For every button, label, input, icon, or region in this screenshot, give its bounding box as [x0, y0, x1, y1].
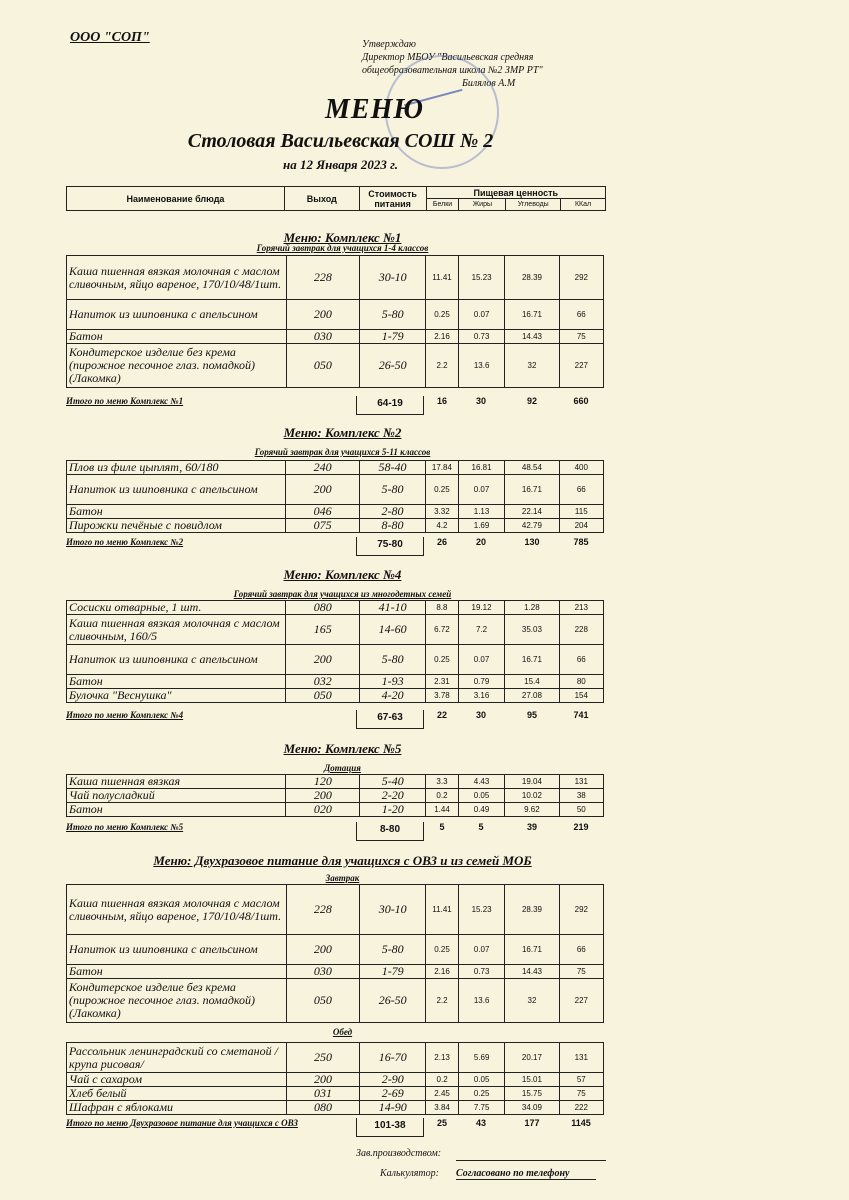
dish-carbs: 16.71: [505, 645, 559, 675]
total-label: Итого по меню Комплекс №5: [66, 822, 184, 832]
section-total: [66, 537, 606, 557]
dish-price: 14-60: [360, 615, 426, 645]
table-row: [67, 1073, 604, 1087]
dish-price: 5-80: [360, 935, 426, 965]
dish-name: Батон: [67, 803, 286, 817]
total-kcal: 660: [573, 396, 589, 406]
total-kcal: 219: [573, 822, 589, 832]
dish-kcal: 131: [559, 775, 603, 789]
dish-output: 020: [286, 803, 360, 817]
total-price: 75-80: [356, 537, 424, 556]
table-row: [67, 935, 604, 965]
dish-protein: 2.16: [426, 330, 459, 344]
total-kcal: 741: [573, 710, 589, 720]
dish-protein: 2.2: [426, 344, 459, 388]
dish-output: 250: [286, 1043, 360, 1073]
dish-protein: 11.41: [426, 885, 459, 935]
dish-fat: 15.23: [458, 885, 504, 935]
dish-kcal: 227: [559, 979, 603, 1023]
total-fat: 30: [475, 396, 486, 406]
dish-protein: 3.3: [426, 775, 459, 789]
dish-price: 4-20: [360, 689, 426, 703]
group-title: Завтрак: [325, 873, 360, 883]
section-title: Меню: Комплекс №5: [283, 741, 402, 756]
approval-line-1: Утверждаю: [362, 39, 416, 50]
dish-fat: 0.79: [458, 675, 504, 689]
menu-date: на 12 Января 2023 г.: [282, 157, 398, 172]
dish-output: 050: [286, 344, 360, 388]
dish-fat: 13.6: [458, 344, 504, 388]
dish-protein: 3.78: [426, 689, 459, 703]
dish-output: 165: [286, 615, 360, 645]
page-title: МЕНЮ: [325, 94, 424, 125]
total-label: Итого по меню Комплекс №1: [66, 396, 184, 406]
dish-price: 5-40: [360, 775, 426, 789]
dish-output: 200: [286, 300, 360, 330]
dish-protein: 2.2: [426, 979, 459, 1023]
dish-price: 5-80: [360, 645, 426, 675]
dish-name: Хлеб белый: [67, 1087, 287, 1101]
header-nutrition: Пищевая ценность: [426, 187, 605, 199]
dish-output: 075: [286, 519, 360, 533]
menu-table: [66, 600, 604, 703]
header-protein: Белки: [426, 199, 459, 211]
dish-protein: 3.32: [425, 505, 458, 519]
dish-price: 2-20: [360, 789, 426, 803]
dish-protein: 8.8: [426, 601, 459, 615]
dish-carbs: 15.01: [505, 1073, 559, 1087]
dish-name: Кондитерское изделие без крема (пирожное песочное глаз. помадкой) (Лакомка): [67, 344, 287, 388]
dish-output: 200: [286, 789, 360, 803]
dish-protein: 2.16: [426, 965, 459, 979]
dish-carbs: 1.28: [505, 601, 559, 615]
dish-carbs: 10.02: [505, 789, 559, 803]
dish-protein: 0.25: [426, 935, 459, 965]
header-output: Выход: [284, 187, 359, 211]
dish-protein: 0.25: [426, 300, 459, 330]
dish-kcal: 75: [559, 965, 603, 979]
dish-protein: 0.25: [425, 475, 458, 505]
table-row: [67, 1101, 604, 1115]
dish-fat: 0.05: [458, 1073, 504, 1087]
dish-carbs: 9.62: [505, 803, 559, 817]
dish-kcal: 227: [559, 344, 603, 388]
group-title: Горячий завтрак для учащихся из многодетных семей: [233, 589, 452, 599]
dish-kcal: 50: [559, 803, 603, 817]
total-fat: 5: [478, 822, 484, 832]
total-carbs: 177: [524, 1118, 540, 1128]
header-fat: Жиры: [459, 199, 506, 211]
section-title: Меню: Комплекс №1: [283, 230, 402, 245]
dish-fat: 1.13: [458, 505, 504, 519]
dish-kcal: 66: [559, 935, 603, 965]
dish-output: 200: [286, 645, 360, 675]
dish-carbs: 32: [505, 344, 559, 388]
dish-output: 120: [286, 775, 360, 789]
dish-fat: 0.25: [458, 1087, 504, 1101]
dish-name: Плов из филе цыплят, 60/180: [67, 461, 286, 475]
menu-table: [66, 1042, 604, 1115]
dish-fat: 0.73: [458, 965, 504, 979]
total-carbs: 130: [524, 537, 540, 547]
total-label: Итого по меню Комплекс №4: [66, 710, 184, 720]
dish-name: Каша пшенная вязкая молочная с маслом сливочным, яйцо вареное, 170/10/48/1шт.: [67, 256, 287, 300]
dish-kcal: 154: [559, 689, 603, 703]
total-protein: 5: [439, 822, 445, 832]
header-price: Стоимость питания: [359, 187, 426, 211]
dish-kcal: 75: [559, 330, 603, 344]
dish-output: 228: [286, 256, 360, 300]
table-row: [67, 505, 604, 519]
dish-fat: 4.43: [458, 775, 504, 789]
table-row: [67, 789, 604, 803]
dish-carbs: 34.09: [505, 1101, 559, 1115]
dish-output: 080: [286, 601, 360, 615]
dish-protein: 17.84: [425, 461, 458, 475]
dish-fat: 0.07: [458, 300, 504, 330]
calculator-value: Согласовано по телефону: [456, 1168, 596, 1180]
dish-fat: 16.81: [458, 461, 504, 475]
production-label: Зав.производством:: [356, 1148, 442, 1159]
dish-output: 030: [286, 330, 360, 344]
dish-protein: 2.31: [426, 675, 459, 689]
total-carbs: 39: [526, 822, 537, 832]
total-kcal: 1145: [571, 1118, 591, 1128]
approval-line-2: Директор МБОУ "Васильевская средняя: [362, 52, 534, 63]
dish-protein: 0.2: [426, 1073, 459, 1087]
dish-kcal: 213: [559, 601, 603, 615]
dish-fat: 0.49: [458, 803, 504, 817]
dish-carbs: 28.39: [505, 885, 559, 935]
dish-price: 30-10: [360, 256, 426, 300]
total-protein: 26: [436, 537, 447, 547]
dish-protein: 11.41: [426, 256, 459, 300]
dish-carbs: 48.54: [505, 461, 559, 475]
total-label: Итого по меню Комплекс №2: [66, 537, 184, 547]
total-protein: 22: [436, 710, 447, 720]
dish-carbs: 16.71: [505, 475, 559, 505]
dish-price: 30-10: [360, 885, 426, 935]
dish-name: Сосиски отварные, 1 шт.: [67, 601, 286, 615]
header-name: Наименование блюда: [67, 187, 285, 211]
dish-fat: 0.05: [458, 789, 504, 803]
dish-kcal: 66: [559, 475, 603, 505]
menu-table: [66, 774, 604, 817]
dish-protein: 1.44: [426, 803, 459, 817]
dish-kcal: 66: [559, 300, 603, 330]
dish-price: 1-93: [360, 675, 426, 689]
dish-price: 41-10: [360, 601, 426, 615]
approval-signer: Билялов А.М: [462, 78, 516, 89]
dish-carbs: 19.04: [505, 775, 559, 789]
dish-name: Напиток из шиповника с апельсином: [67, 935, 287, 965]
dish-name: Шафран с яблоками: [67, 1101, 287, 1115]
dish-kcal: 38: [559, 789, 603, 803]
dish-output: 240: [286, 461, 360, 475]
dish-name: Напиток из шиповника с апельсином: [67, 300, 287, 330]
dish-name: Чай полусладкий: [67, 789, 286, 803]
table-row: [67, 965, 604, 979]
dish-name: Батон: [67, 330, 287, 344]
table-row: [67, 1087, 604, 1101]
menu-table: [66, 884, 604, 1023]
total-carbs: 95: [526, 710, 537, 720]
dish-output: 080: [286, 1101, 360, 1115]
dish-kcal: 115: [559, 505, 603, 519]
dish-kcal: 66: [559, 645, 603, 675]
total-protein: 25: [436, 1118, 447, 1128]
dish-protein: 6.72: [426, 615, 459, 645]
table-row: [67, 601, 604, 615]
dish-name: Напиток из шиповника с апельсином: [67, 475, 286, 505]
table-row: [67, 645, 604, 675]
dish-carbs: 42.79: [505, 519, 559, 533]
dish-name: Каша пшенная вязкая молочная с маслом сливочным, 160/5: [67, 615, 286, 645]
dish-output: 200: [286, 935, 360, 965]
dish-name: Батон: [67, 965, 287, 979]
dish-price: 2-90: [360, 1073, 426, 1087]
calculator-label: Калькулятор:: [380, 1168, 439, 1179]
total-carbs: 92: [526, 396, 537, 406]
dish-carbs: 27.08: [505, 689, 559, 703]
dish-carbs: 32: [505, 979, 559, 1023]
dish-output: 030: [286, 965, 360, 979]
dish-name: Пирожки печёные с повидлом: [67, 519, 286, 533]
dish-output: 031: [286, 1087, 360, 1101]
section-title: Меню: Двухразовое питание для учащихся с ОВЗ и из семей МОБ: [153, 853, 532, 868]
dish-fat: 0.07: [458, 645, 504, 675]
section-total: [66, 1118, 606, 1138]
table-row: [67, 885, 604, 935]
dish-output: 032: [286, 675, 360, 689]
group-title: Горячий завтрак для учащихся 1-4 классов: [256, 243, 429, 253]
dish-kcal: 131: [559, 1043, 603, 1073]
dish-carbs: 15.4: [505, 675, 559, 689]
dish-output: 200: [286, 1073, 360, 1087]
dish-carbs: 28.39: [505, 256, 559, 300]
dish-name: Каша пшенная вязкая: [67, 775, 286, 789]
dish-price: 8-80: [360, 519, 426, 533]
dish-protein: 0.25: [426, 645, 459, 675]
group-title: Горячий завтрак для учащихся 5-11 классов: [254, 447, 431, 457]
dish-fat: 5.69: [458, 1043, 504, 1073]
dish-price: 26-50: [360, 344, 426, 388]
dish-price: 14-90: [360, 1101, 426, 1115]
dish-protein: 3.84: [426, 1101, 459, 1115]
dish-kcal: 222: [559, 1101, 603, 1115]
total-fat: 20: [475, 537, 486, 547]
dish-price: 5-80: [360, 475, 426, 505]
table-row: [67, 775, 604, 789]
group-title: Дотация: [324, 763, 361, 773]
dish-price: 2-69: [360, 1087, 426, 1101]
total-fat: 30: [475, 710, 486, 720]
dish-name: Булочка "Веснушка": [67, 689, 286, 703]
dish-fat: 0.73: [458, 330, 504, 344]
table-row: [67, 475, 604, 505]
dish-carbs: 15.75: [505, 1087, 559, 1101]
dish-output: 046: [286, 505, 360, 519]
section-total: [66, 396, 606, 416]
group-title: Обед: [332, 1027, 353, 1037]
dish-kcal: 228: [559, 615, 603, 645]
total-price: 8-80: [356, 822, 424, 841]
dish-protein: 4.2: [425, 519, 458, 533]
dish-carbs: 16.71: [505, 300, 559, 330]
dish-protein: 0.2: [426, 789, 459, 803]
dish-price: 1-79: [360, 965, 426, 979]
dish-fat: 15.23: [458, 256, 504, 300]
section-title: Меню: Комплекс №2: [283, 425, 402, 440]
dish-name: Рассольник ленинградский со сметаной /крупа рисовая/: [67, 1043, 287, 1073]
dish-fat: 13.6: [458, 979, 504, 1023]
table-row: [67, 615, 604, 645]
dish-name: Батон: [67, 505, 286, 519]
section-title: Меню: Комплекс №4: [283, 567, 402, 582]
dish-fat: 7.75: [458, 1101, 504, 1115]
dish-price: 2-80: [360, 505, 426, 519]
table-row: [67, 689, 604, 703]
dish-kcal: 204: [559, 519, 603, 533]
dish-kcal: 80: [559, 675, 603, 689]
approval-line-3: общеобразовательная школа №2 ЗМР РТ": [362, 65, 543, 76]
dish-kcal: 292: [559, 256, 603, 300]
dish-price: 58-40: [360, 461, 426, 475]
menu-table: [66, 460, 604, 533]
dish-price: 16-70: [360, 1043, 426, 1073]
dish-kcal: 75: [559, 1087, 603, 1101]
table-row: [67, 519, 604, 533]
total-protein: 16: [436, 396, 447, 406]
dish-name: Чай с сахаром: [67, 1073, 287, 1087]
dish-fat: 0.07: [458, 935, 504, 965]
dish-price: 1-79: [360, 330, 426, 344]
dish-carbs: 14.43: [505, 330, 559, 344]
dish-protein: 2.13: [426, 1043, 459, 1073]
table-row: [67, 803, 604, 817]
dish-carbs: 22.14: [505, 505, 559, 519]
table-row: [67, 330, 604, 344]
page-subtitle: Столовая Васильевская СОШ № 2: [187, 130, 494, 152]
total-fat: 43: [475, 1118, 486, 1128]
dish-name: Каша пшенная вязкая молочная с маслом сливочным, яйцо вареное, 170/10/48/1шт.: [67, 885, 287, 935]
table-row: [67, 300, 604, 330]
dish-name: Батон: [67, 675, 286, 689]
dish-name: Кондитерское изделие без крема (пирожное песочное глаз. помадкой) (Лакомка): [67, 979, 287, 1023]
total-kcal: 785: [573, 537, 589, 547]
header-kcal: ККал: [561, 199, 606, 211]
table-row: [67, 979, 604, 1023]
dish-output: 228: [286, 885, 360, 935]
production-signature-line: [456, 1160, 606, 1161]
dish-fat: 7.2: [458, 615, 504, 645]
dish-name: Напиток из шиповника с апельсином: [67, 645, 286, 675]
total-price: 101-38: [356, 1118, 424, 1137]
dish-output: 050: [286, 689, 360, 703]
table-row: [67, 256, 604, 300]
dish-price: 1-20: [360, 803, 426, 817]
dish-fat: 0.07: [458, 475, 504, 505]
table-row: [67, 344, 604, 388]
dish-kcal: 57: [559, 1073, 603, 1087]
total-price: 67-63: [356, 710, 424, 729]
dish-kcal: 400: [559, 461, 603, 475]
dish-fat: 3.16: [458, 689, 504, 703]
dish-fat: 19.12: [458, 601, 504, 615]
total-price: 64-19: [356, 396, 424, 415]
dish-carbs: 16.71: [505, 935, 559, 965]
menu-table-header: [66, 186, 606, 211]
dish-output: 050: [286, 979, 360, 1023]
dish-fat: 1.69: [458, 519, 504, 533]
dish-price: 26-50: [360, 979, 426, 1023]
dish-carbs: 20.17: [505, 1043, 559, 1073]
dish-carbs: 35.03: [505, 615, 559, 645]
dish-output: 200: [286, 475, 360, 505]
table-row: [67, 1043, 604, 1073]
table-row: [67, 461, 604, 475]
section-total: [66, 710, 606, 730]
dish-price: 5-80: [360, 300, 426, 330]
dish-kcal: 292: [559, 885, 603, 935]
section-total: [66, 822, 606, 842]
dish-protein: 2.45: [426, 1087, 459, 1101]
header-carbs: Углеводы: [506, 199, 561, 211]
organization-name: ООО "СОП": [70, 30, 150, 45]
dish-carbs: 14.43: [505, 965, 559, 979]
total-label: Итого по меню Двухразовое питание для учащихся с ОВЗ: [66, 1118, 298, 1128]
table-row: [67, 675, 604, 689]
menu-table: [66, 255, 604, 388]
